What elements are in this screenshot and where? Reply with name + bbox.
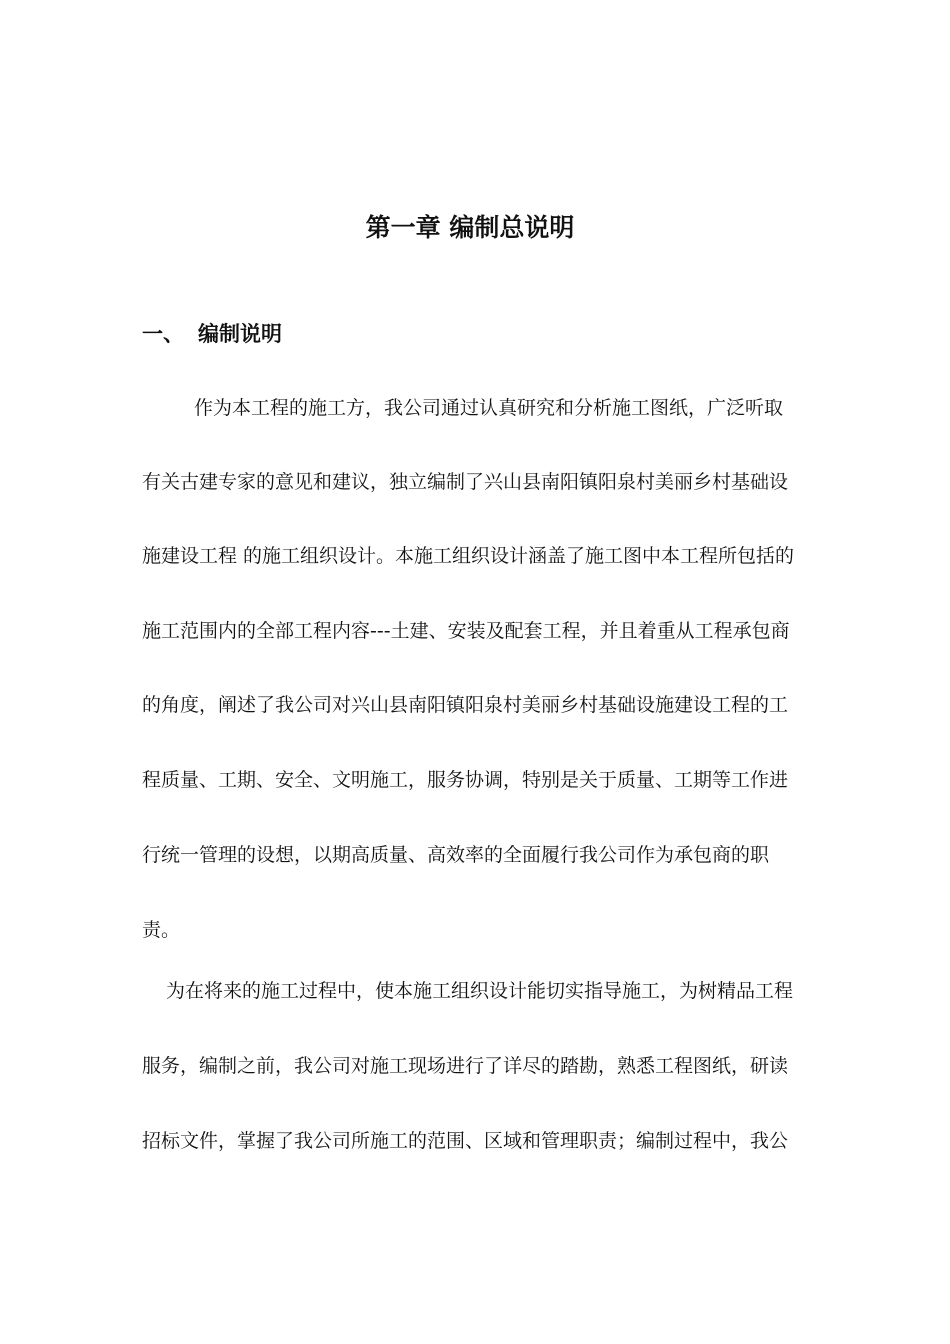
section-title: 编制说明 [198,322,282,346]
paragraph-line: 程质量、工期、安全、文明施工，服务协调，特别是关于质量、工期等工作进 [142,769,789,791]
section-number: 一、 [142,322,184,346]
paragraph-line: 行统一管理的设想，以期高质量、高效率的全面履行我公司作为承包商的职 [142,844,770,866]
paragraph-line: 有关古建专家的意见和建议，独立编制了兴山县南阳镇阳泉村美丽乡村基础设 [142,471,789,493]
paragraph-line: 招标文件，掌握了我公司所施工的范围、区域和管理职责；编制过程中，我公 [142,1130,789,1152]
paragraph-line: 的角度，阐述了我公司对兴山县南阳镇阳泉村美丽乡村基础设施建设工程的工 [142,694,789,716]
chapter-title: 第一章 编制总说明 [365,213,575,242]
paragraph-line: 服务，编制之前，我公司对施工现场进行了详尽的踏勘，熟悉工程图纸，研读 [142,1055,789,1077]
paragraph-line: 责。 [142,919,181,941]
section-heading [142,316,282,352]
paragraph-line: 施建设工程 的施工组织设计。本施工组织设计涵盖了施工图中本工程所包括的 [142,545,795,567]
paragraph-line: 施工范围内的全部工程内容---土建、安装及配套工程，并且着重从工程承包商 [142,620,790,642]
paragraph-line: 为在将来的施工过程中，使本施工组织设计能切实指导施工，为树精品工程 [166,980,794,1002]
paragraph-line: 作为本工程的施工方，我公司通过认真研究和分析施工图纸，广泛听取 [194,397,784,419]
